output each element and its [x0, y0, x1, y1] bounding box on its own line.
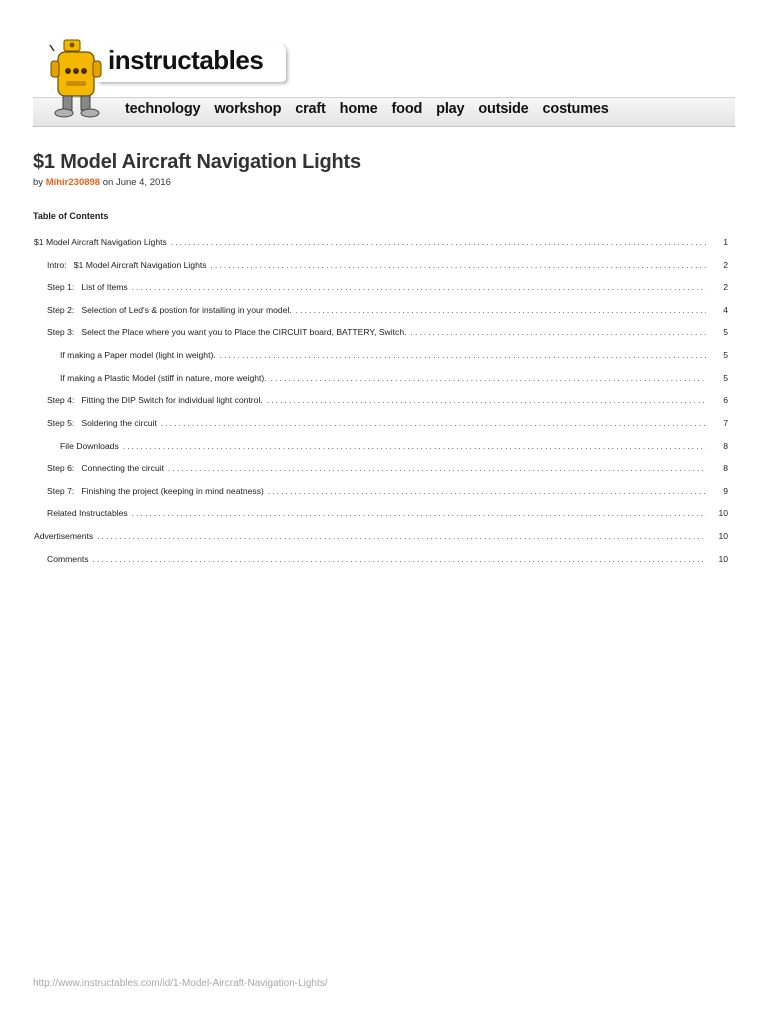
toc-row[interactable]: [47, 394, 728, 406]
toc-leader-dots: [132, 282, 706, 294]
toc-row[interactable]: [34, 236, 728, 248]
toc-row[interactable]: [47, 326, 728, 338]
toc-entry-title: Step 4: Fitting the DIP Switch for individual light control.: [47, 395, 263, 405]
byline: [33, 177, 171, 188]
toc-row[interactable]: [60, 349, 728, 361]
nav-costumes[interactable]: costumes: [542, 101, 609, 117]
nav-technology[interactable]: technology: [125, 101, 201, 117]
toc-leader-dots: [132, 508, 706, 520]
toc-page-number: 5: [723, 350, 728, 360]
toc-row[interactable]: [34, 530, 728, 542]
page-title: $1 Model Aircraft Navigation Lights: [33, 151, 361, 173]
nav-food[interactable]: food: [391, 101, 423, 117]
nav-home[interactable]: home: [339, 101, 378, 117]
publish-date: on June 4, 2016: [102, 177, 171, 188]
toc-page-number: 6: [723, 395, 728, 405]
toc-row[interactable]: [47, 485, 728, 497]
author-link[interactable]: Mihir230898: [45, 177, 101, 188]
toc-entry-title: Step 1: List of Items: [47, 282, 128, 292]
toc-entry-title: Step 3: Select the Place where you want you to Place the CIRCUIT board, BATTERY, Switch.: [47, 327, 407, 337]
site-logo-text[interactable]: instructables: [108, 45, 264, 75]
toc-row[interactable]: [47, 462, 728, 474]
toc-leader-dots: [161, 418, 706, 430]
toc-entry-title: $1 Model Aircraft Navigation Lights: [34, 237, 167, 247]
toc-row[interactable]: [47, 553, 728, 565]
nav-play[interactable]: play: [436, 101, 465, 117]
toc-leader-dots: [171, 237, 706, 249]
nav-craft[interactable]: craft: [295, 101, 326, 117]
toc-page-number: 4: [723, 305, 728, 315]
toc-page-number: 2: [723, 282, 728, 292]
toc-leader-dots: [97, 531, 706, 543]
toc-page-number: 10: [718, 508, 728, 518]
toc-row[interactable]: [60, 440, 728, 452]
toc-leader-dots: [267, 395, 706, 407]
toc-page-number: 8: [723, 463, 728, 473]
toc-entry-title: Step 7: Finishing the project (keeping in mind neatness): [47, 486, 264, 496]
toc-entry-title: Intro: $1 Model Aircraft Navigation Lights: [47, 260, 207, 270]
toc-entry-title: If making a Plastic Model (stiff in nature, more weight).: [60, 373, 267, 383]
category-nav: [125, 100, 623, 118]
toc-page-number: 1: [723, 237, 728, 247]
toc-leader-dots: [296, 305, 706, 317]
toc-entry-title: Related Instructables: [47, 508, 128, 518]
toc-leader-dots: [220, 350, 706, 362]
toc-entry-title: Step 5: Soldering the circuit: [47, 418, 157, 428]
byline-by: by: [33, 177, 44, 188]
toc-entry-title: If making a Paper model (light in weight).: [60, 350, 216, 360]
toc-leader-dots: [271, 373, 706, 385]
toc-row[interactable]: [47, 417, 728, 429]
toc-page-number: 9: [723, 486, 728, 496]
toc-leader-dots: [211, 260, 706, 272]
toc-row[interactable]: [47, 281, 728, 293]
nav-outside[interactable]: outside: [478, 101, 529, 117]
toc-row[interactable]: [47, 507, 728, 519]
toc-leader-dots: [123, 441, 706, 453]
toc-page-number: 10: [718, 554, 728, 564]
nav-workshop[interactable]: workshop: [214, 101, 282, 117]
toc-entry-title: Step 6: Connecting the circuit: [47, 463, 165, 473]
toc-row[interactable]: [47, 304, 728, 316]
toc-entry-title: Advertisements: [34, 531, 94, 541]
toc-row[interactable]: [60, 372, 728, 384]
toc-heading: Table of Contents: [33, 211, 109, 221]
toc-row[interactable]: [47, 259, 728, 271]
toc-entry-title: Comments: [47, 554, 89, 564]
toc-entry-title: File Downloads: [60, 441, 119, 451]
toc-page-number: 5: [723, 327, 728, 337]
toc-page-number: 5: [723, 373, 728, 383]
robot-mascot-icon: [44, 37, 112, 119]
toc-leader-dots: [411, 327, 706, 339]
footer-url-link[interactable]: http://www.instructables.com/id/1-Model-Aircraft-Navigation-Lights/: [33, 978, 328, 989]
toc-leader-dots: [168, 463, 706, 475]
toc-leader-dots: [93, 554, 706, 566]
toc-page-number: 2: [723, 260, 728, 270]
toc-page-number: 10: [718, 531, 728, 541]
toc-page-number: 7: [723, 418, 728, 428]
toc-entry-title: Step 2: Selection of Led's & postion for installing in your model.: [47, 305, 292, 315]
toc-page-number: 8: [723, 441, 728, 451]
toc-leader-dots: [268, 486, 706, 498]
